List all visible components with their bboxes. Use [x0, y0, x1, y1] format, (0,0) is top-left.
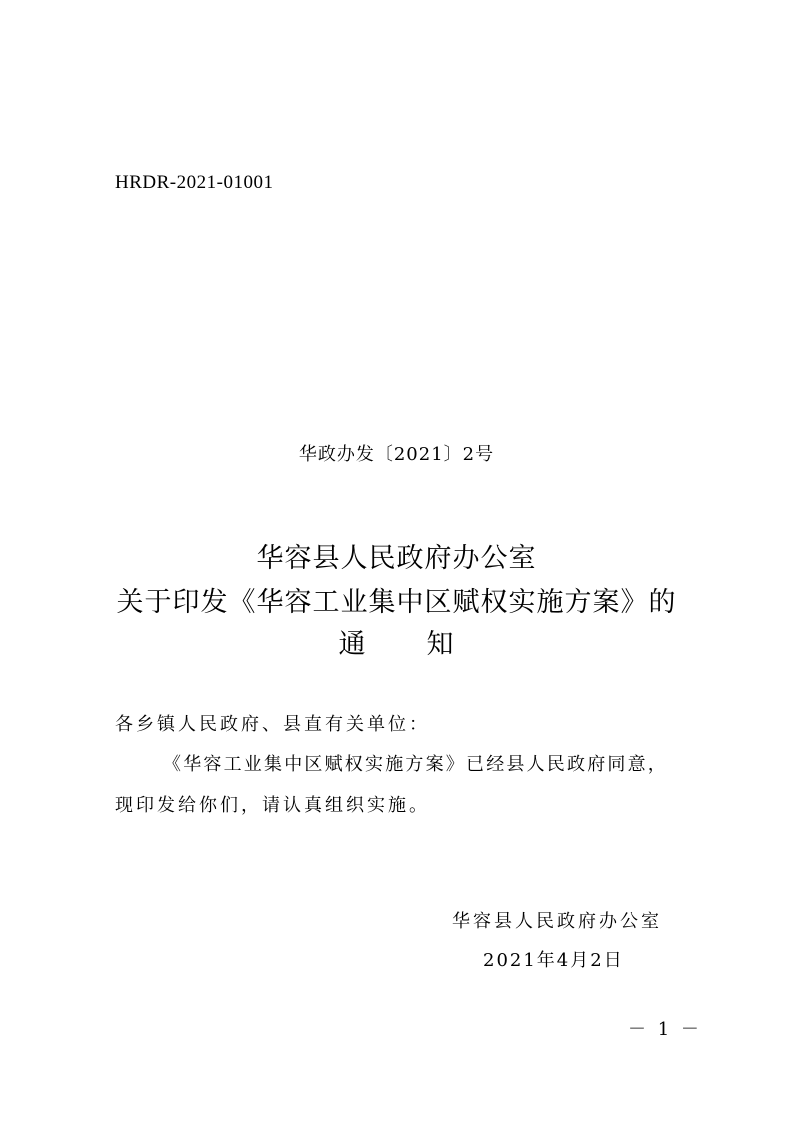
title-notice-char-1: 通	[338, 629, 367, 660]
page-number: － 1 －	[628, 1019, 702, 1040]
issue-number: 华政办发〔2021〕2号	[298, 444, 495, 465]
title-notice-char-2: 知	[426, 629, 455, 660]
body-line-2: 现印发给你们，请认真组织实施。	[115, 795, 430, 816]
document-code: HRDR-2021-01001	[115, 172, 274, 193]
signature-organization: 华容县人民政府办公室	[452, 911, 662, 932]
signature-date: 2021年4月2日	[483, 950, 624, 971]
body-line-1: 《华容工业集中区赋权实施方案》已经县人民政府同意，	[163, 754, 668, 775]
title-line-1: 华容县人民政府办公室	[256, 543, 537, 574]
salutation: 各乡镇人民政府、县直有关单位：	[115, 714, 430, 735]
title-line-2: 关于印发《华容工业集中区赋权实施方案》的	[116, 587, 677, 618]
title-line-3	[0, 622, 793, 661]
